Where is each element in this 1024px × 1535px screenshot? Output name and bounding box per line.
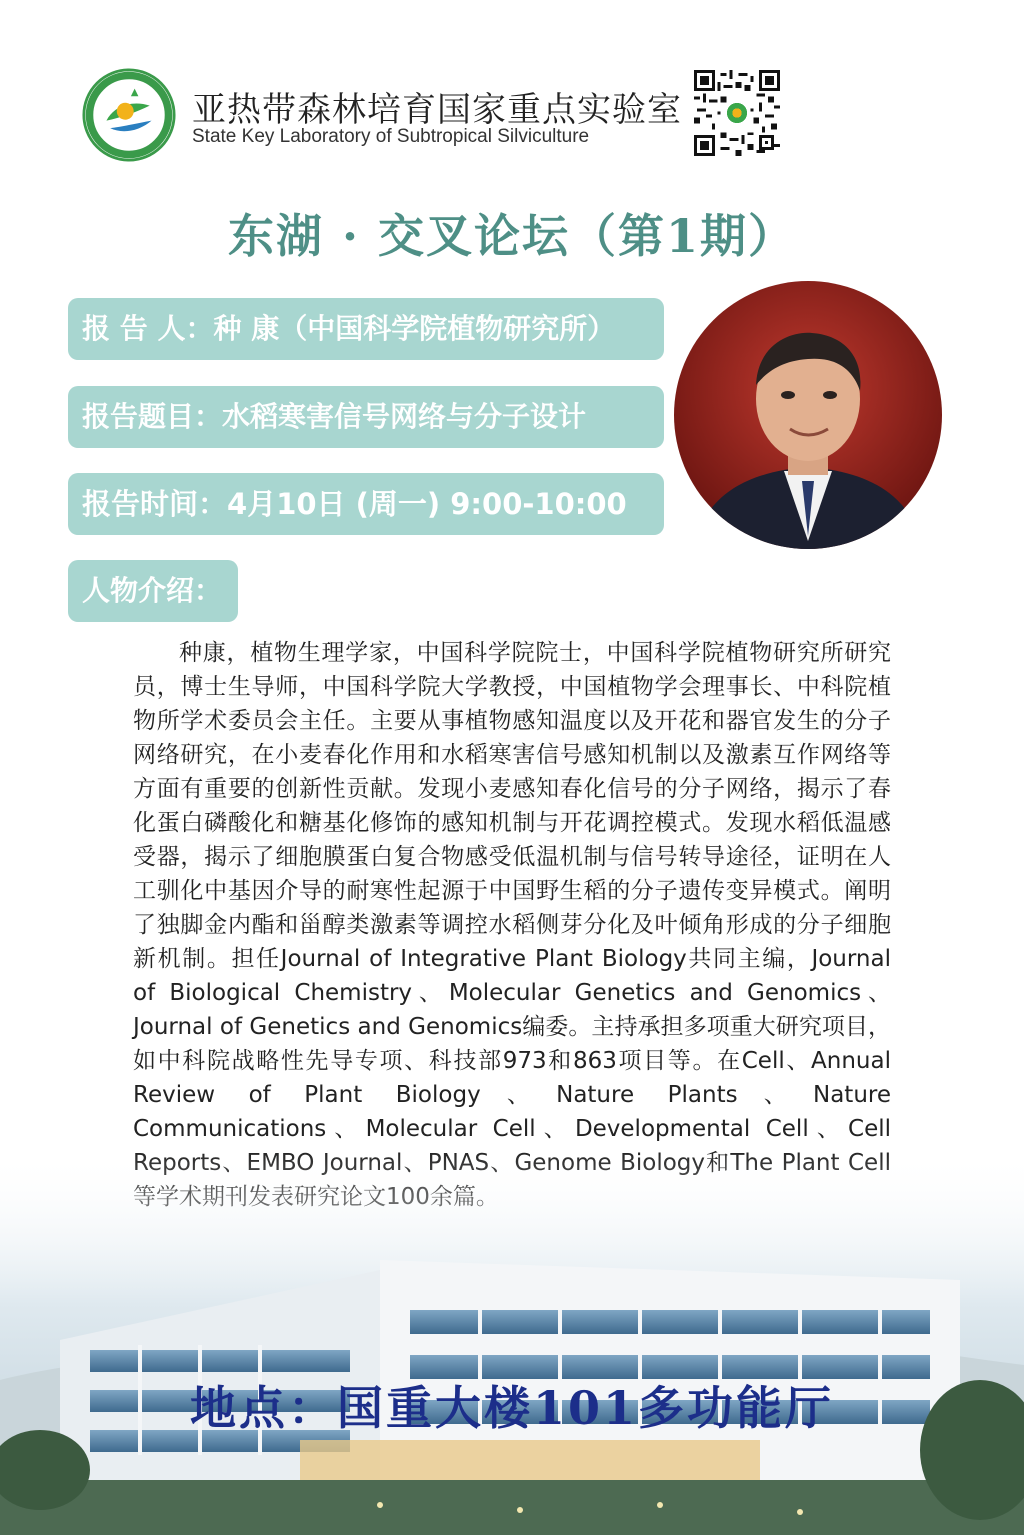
time-value: 4月10日 (周一) 9:00-10:00: [227, 487, 627, 521]
lab-logo-icon: [82, 68, 176, 162]
time-pill: [68, 473, 664, 535]
venue-text: 地点：国重大楼101多功能厅: [189, 1381, 835, 1435]
speaker-portrait: [674, 281, 942, 549]
speaker-bio: 种康，植物生理学家，中国科学院院士，中国科学院植物研究所研究员，博士生导师，中国科学院大学教授，中国植物学会理事长、中科院植物所学术委员会主任。主要从事植物感知温度以及开花和器官发生的分子网络研究，在小麦春化作用和水稻寒害信号感知机制以及激素互作网络等方面有重要的创新性贡献。发现小麦感知春化信号的分子网络，揭示了春化蛋白磷酸化和糖基化修饰的感知机制与开花调控模式。发现水稻低温感受器，揭示了细胞膜蛋白复合物感受低温机制与信号转导途径，证明在人工驯化中基因介导的耐寒性起源于中国野生稻的分子遗传变异模式。阐明了独脚金内酯和甾醇类激素等调控水稻侧芽分化及叶倾角形成的分子细胞新机制。担任Journal of Integrative Plant Biology共同主编，Journal of Biological Chemistry、Molecular Genetics and Genomics、Journal of Genetics and Genomics编委。主持承担多项重大研究项目，如中科院战略性先导专项、科技部973和863项目等。在Cell、Annual Review of Plant Biology、Nature Plants、Nature Communications、Molecular Cell、Developmental Cell、Cell: [133, 640, 891, 1142]
topic-pill: [68, 386, 664, 448]
lab-name-en: State Key Laboratory of Subtropical Silviculture: [192, 126, 590, 147]
time-label: 报告时间：: [82, 487, 228, 521]
topic-value: 水稻寒害信号网络与分子设计: [222, 400, 587, 433]
qr-code-icon[interactable]: [694, 70, 780, 156]
speaker-pill: [68, 298, 664, 360]
intro-pill: [68, 560, 238, 622]
intro-label: 人物介绍：: [82, 574, 223, 607]
forum-title: 东湖 · 交叉论坛（第1期）: [227, 209, 797, 263]
topic-label: 报告题目：: [82, 400, 223, 433]
speaker-label: 报 告 人：: [82, 312, 214, 345]
lab-name-cn: 亚热带森林培育国家重点实验室: [192, 90, 682, 130]
building-illustration: [0, 1150, 1024, 1535]
speaker-value: 种 康（中国科学院植物研究所）: [213, 312, 616, 345]
